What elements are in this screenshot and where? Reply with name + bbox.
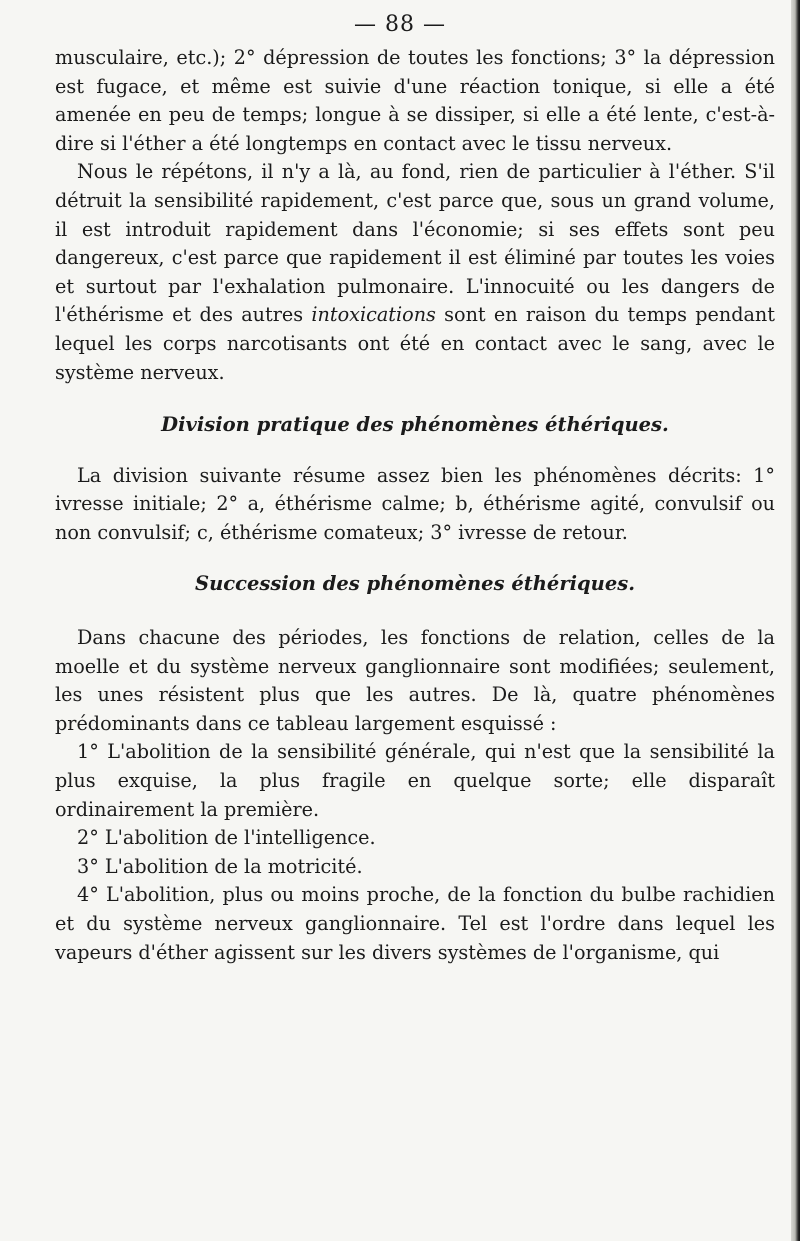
paragraph-2-italic: intoxications [311,303,436,327]
paragraph-2-text-b: sont en raison du temps pendant lequel les corps narcotisants ont été en contact avec le sang, avec le système nerveux. [55,303,775,384]
paragraph-3: La division suivante résume assez bien les phénomènes décrits: 1° ivresse initiale; 2° a, éthérisme calme; b, éthérisme agité, convulsif ou non convulsif; c, éthérisme comateux; 3° ivresse de retour. [55,463,775,544]
paragraph-2-text-a: Nous le répétons, il n'y a là, au fond, rien de particulier à l'éther. S'il détruit la sensibilité rapidement, c'est parce que, sous un grand volume, il est introduit rapidement dans l'économie; si ses effets sont peu dangereux, c'est parce que rapidement il est éliminé par toutes les voies et surtout par l'exhalation pulmonaire. L'innocuité ou les dangers de l'éthérisme et des autres [55,160,775,327]
paragraph-2 [55,158,775,387]
page-edge-shadow [791,0,800,1241]
section-heading-succession: Succession des phénomènes éthériques. [194,571,636,595]
list-item-1: 1° L'abolition de la sensibilité générale, qui n'est que la sensibilité la plus exquise, la plus fragile en quelque sorte; elle disparaît ordinairement la première. [55,740,775,821]
paragraph-4: Dans chacune des périodes, les fonctions de relation, celles de la moelle et du système nerveux ganglionnaire sont modifiées; seulement, les unes résistent plus que les autres. De là, quatre phénomènes prédominants dans ce tableau largement esquissé : [55,626,775,735]
paragraph-1: musculaire, etc.); 2° dépression de toutes les fonctions; 3° la dépression est fugace, et même est suivie d'une réaction tonique, si elle a été amenée en peu de temps; longue à se dissiper, si elle a été lente, c'est-à-dire si l'éther a été longtemps en contact avec le tissu nerveux. [55,46,775,155]
body-text [55,44,775,967]
section-heading-division: Division pratique des phénomènes éthériques. [161,413,669,437]
list-item-4: 4° L'abolition, plus ou moins proche, de la fonction du bulbe rachidien et du système nerveux ganglionnaire. Tel est l'ordre dans lequel les vapeurs d'éther agissent sur les divers systèmes de l'organisme, qui [55,883,775,964]
page-number: — 88 — [354,12,446,37]
list-item-3: 3° L'abolition de la motricité. [77,854,363,878]
list-item-2: 2° L'abolition de l'intelligence. [77,826,376,850]
